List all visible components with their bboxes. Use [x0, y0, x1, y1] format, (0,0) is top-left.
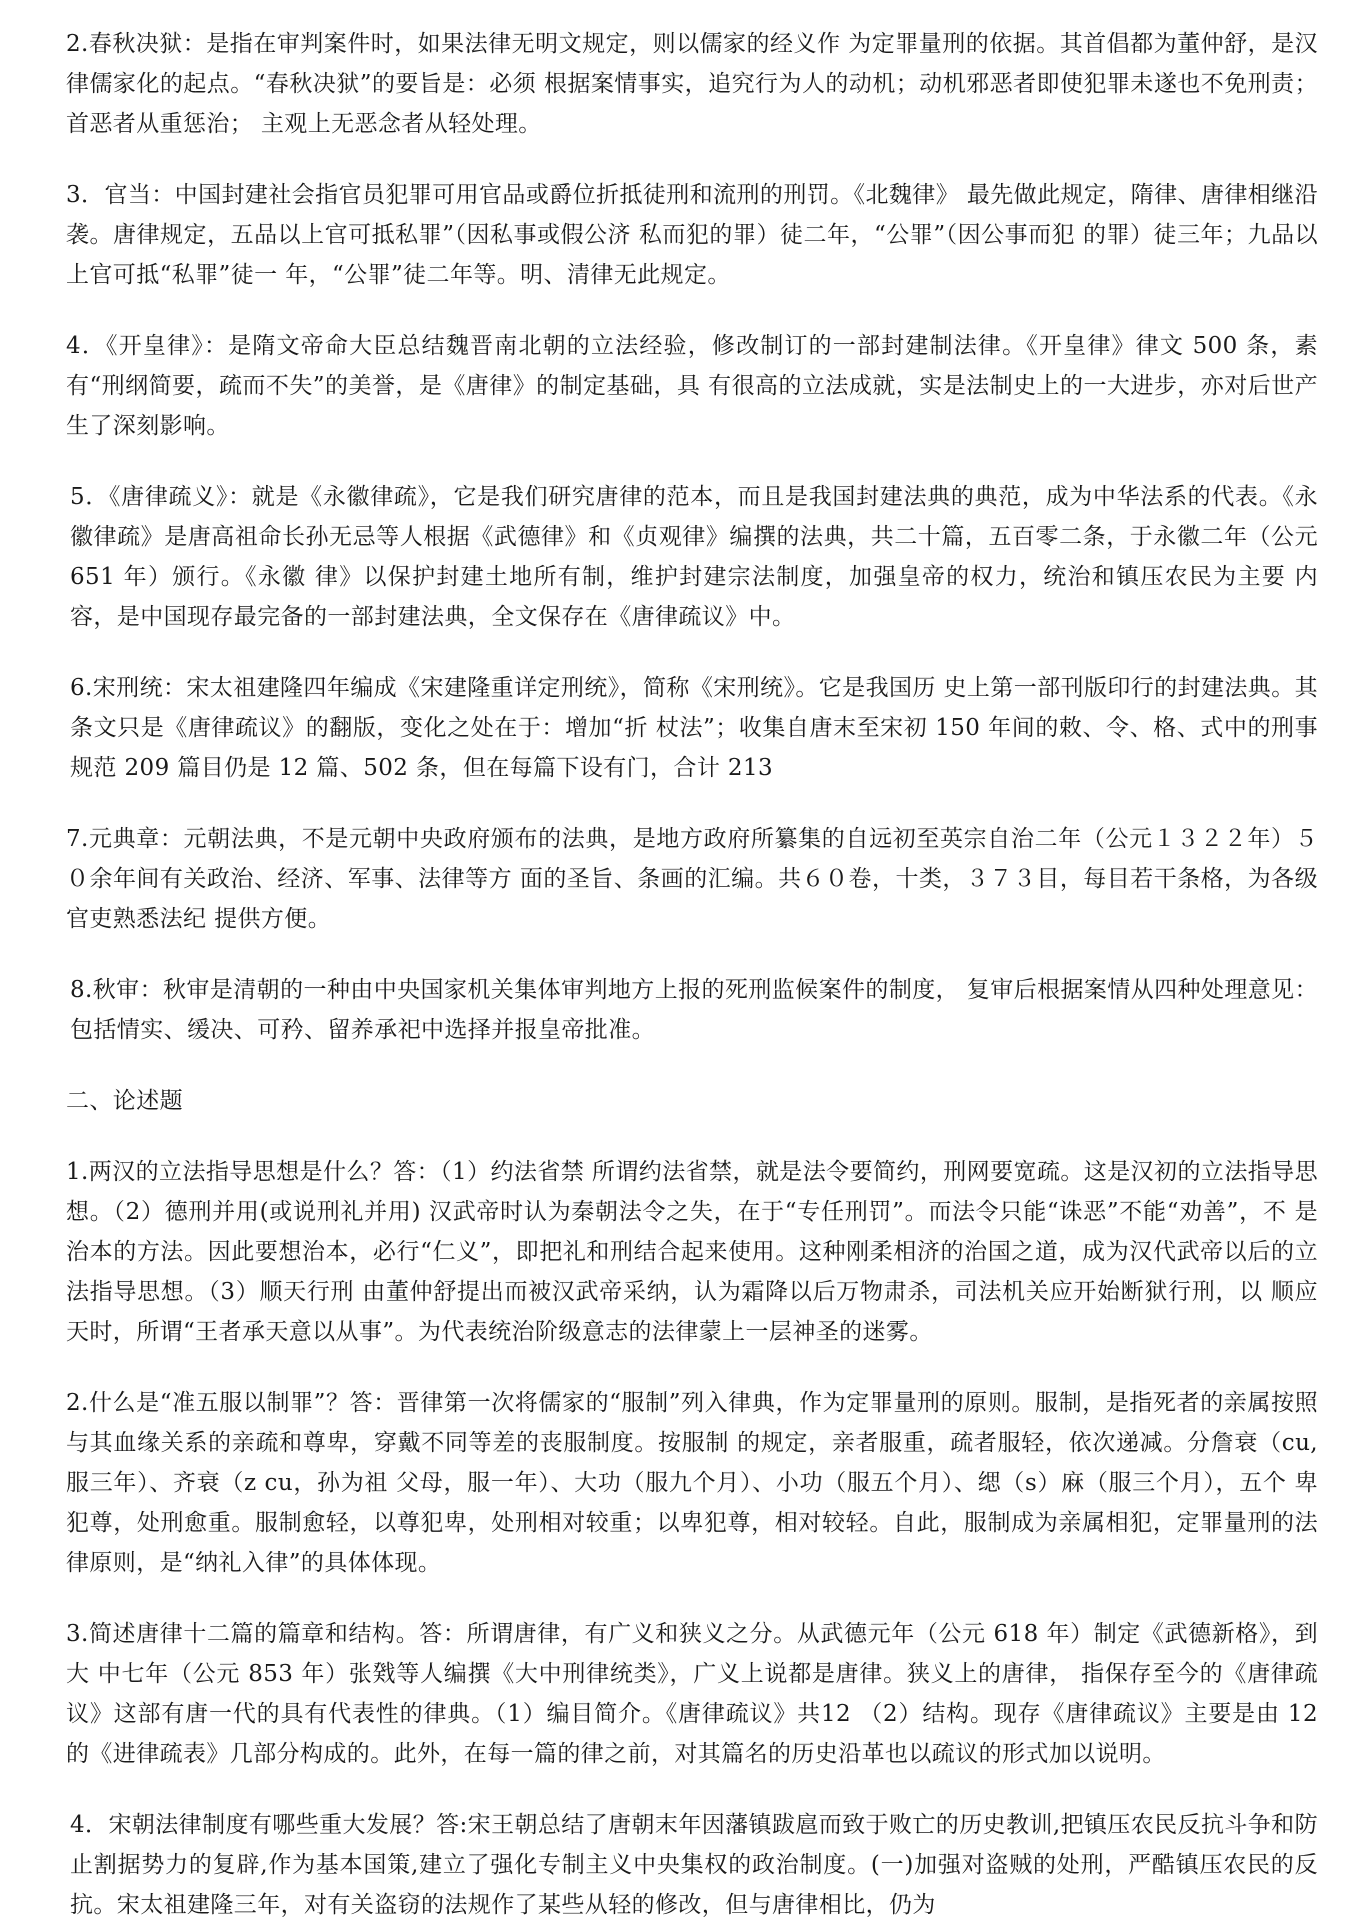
term-guandang: 3．官当：中国封建社会指官员犯罪可用官品或爵位折抵徒刑和流刑的刑罚。《北魏律》 最先做此规定，隋律、唐律相继沿袭。唐律规定，五品以上官可抵私罪”（因私事或假公济 私而犯的罪）徒二年，“公罪”（因公事而犯 的罪）徒三年；九品以上官可抵“私罪”徒一 年，“公罪”徒二年等。明、清律无此规定。: [66, 182, 1318, 288]
term-kaihuanglv: 4．《开皇律》：是隋文帝命大臣总结魏晋南北朝的立法经验，修改制订的一部封建制法律。《开皇律》律文 500 条，素有“刑纲简要，疏而不失”的美誉，是《唐律》的制定基础，具 有很高的立法成就，实是法制史上的一大进步，亦对后世产生了深刻影响。: [66, 333, 1318, 439]
essay-tanglv-structure: 3.简述唐律十二篇的篇章和结构。答：所谓唐律，有广义和狭义之分。从武德元年（公元 618 年）制定《武德新格》，到大 中七年（公元 853 年）张戣等人编撰《大中刑律统类》，广义上说都是唐律。狭义上的唐律， 指保存至今的《唐律疏议》这部有唐一代的具有代表性的律典。（1）编目简介。《唐律疏议》共12 （2）结构。现存《唐律疏议》主要是由 12 的《进律疏表》几部分构成的。此外，在每一篇的律之前，对其篇名的历史沿革也以疏议的形式加以说明。: [66, 1621, 1318, 1767]
essay-song-development: 4．宋朝法律制度有哪些重大发展？答:宋王朝总结了唐朝末年因藩镇跋扈而致于败亡的历史教训,把镇压农民反抗斗争和防 止割据势力的复辟,作为基本国策,建立了强化专制主义中央集权的政治制度。(一)加强对盗贼的处刑，严酷镇压农民的反抗。宋太祖建隆三年，对有关盗窃的法规作了某些从轻的修改，但与唐律相比，仍为: [70, 1812, 1318, 1918]
term-chunqiu-juyu: 2.春秋决狱：是指在审判案件时，如果法律无明文规定，则以儒家的经义作 为定罪量刑的依据。其首倡都为董仲舒，是汉律儒家化的起点。“春秋决狱”的要旨是：必须 根据案情事实，追究行为人的动机；动机邪恶者即使犯罪未遂也不免刑责；首恶者从重惩治； 主观上无恶念者从轻处理。: [66, 31, 1318, 137]
term-qiushen: 8.秋审：秋审是清朝的一种由中央国家机关集体审判地方上报的死刑监候案件的制度， 复审后根据案情从四种处理意见：包括情实、缓决、可矜、留养承祀中选择并报皇帝批准。: [70, 977, 1318, 1043]
essay-han-legislation: 1.两汉的立法指导思想是什么？答：（1）约法省禁 所谓约法省禁，就是法令要简约，刑网要宽疏。这是汉初的立法指导思想。（2）德刑并用(或说刑礼并用) 汉武帝时认为秦朝法令之失，在于“专任刑罚”。而法令只能“诛恶”不能“劝善”，不 是治本的方法。因此要想治本，必行“仁义”，即把礼和刑结合起来使用。这种刚柔相济的治国之道，成为汉代武帝以后的立法指导思想。（3）顺天行刑 由董仲舒提出而被汉武帝采纳，认为霜降以后万物肃杀，司法机关应开始断狱行刑，以 顺应天时，所谓“王者承天意以从事”。为代表统治阶级意志的法律蒙上一层神圣的迷雾。: [66, 1159, 1318, 1345]
term-tanglv-shuyi: 5．《唐律疏义》：就是《永徽律疏》，它是我们研究唐律的范本，而且是我国封建法典的典范，成为中华法系的代表。《永徽律疏》是唐高祖命长孙无忌等人根据《武德律》和《贞观律》编撰的法典，共二十篇，五百零二条，于永徽二年（公元 651 年）颁行。《永徽 律》以保护封建土地所有制，维护封建宗法制度，加强皇帝的权力，统治和镇压农民为主要 内容，是中国现存最完备的一部封建法典，全文保存在《唐律疏议》中。: [70, 484, 1318, 630]
term-song-xingtong: 6.宋刑统：宋太祖建隆四年编成《宋建隆重详定刑统》，简称《宋刑统》。它是我国历 史上第一部刊版印行的封建法典。其条文只是《唐律疏议》的翻版，变化之处在于：增加“折 杖法”；收集自唐末至宋初 150 年间的敕、令、格、式中的刑事规范 209 篇目仍是 12 篇、502 条，但在每篇下设有门，合计 213: [70, 675, 1318, 781]
section-heading: 二、论述题: [66, 1088, 183, 1114]
essay-wufu-zhizui: 2.什么是“准五服以制罪”？答：晋律第一次将儒家的“服制”列入律典，作为定罪量刑的原则。服制，是指死者的亲属按照与其血缘关系的亲疏和尊卑，穿戴不同等差的丧服制度。按服制 的规定，亲者服重，疏者服轻，依次递减。分詹衰（cu,服三年）、齐衰（z cu，孙为祖 父母，服一年）、大功（服九个月）、小功（服五个月）、缌（s）麻（服三个月），五个 卑犯尊，处刑愈重。服制愈轻，以尊犯卑，处刑相对较重；以卑犯尊，相对较轻。自此，服制成为亲属相犯，定罪量刑的法律原则，是“纳礼入律”的具体体现。: [66, 1390, 1318, 1576]
term-yuan-dianzhang: 7.元典章：元朝法典，不是元朝中央政府颁布的法典，是地方政府所纂集的自远初至英宗自治二年（公元１３２２年）５０余年间有关政治、经济、军事、法律等方 面的圣旨、条画的汇编。共６０卷，十类，３７３目，每目若干条格，为各级官吏熟悉法纪 提供方便。: [66, 826, 1318, 932]
